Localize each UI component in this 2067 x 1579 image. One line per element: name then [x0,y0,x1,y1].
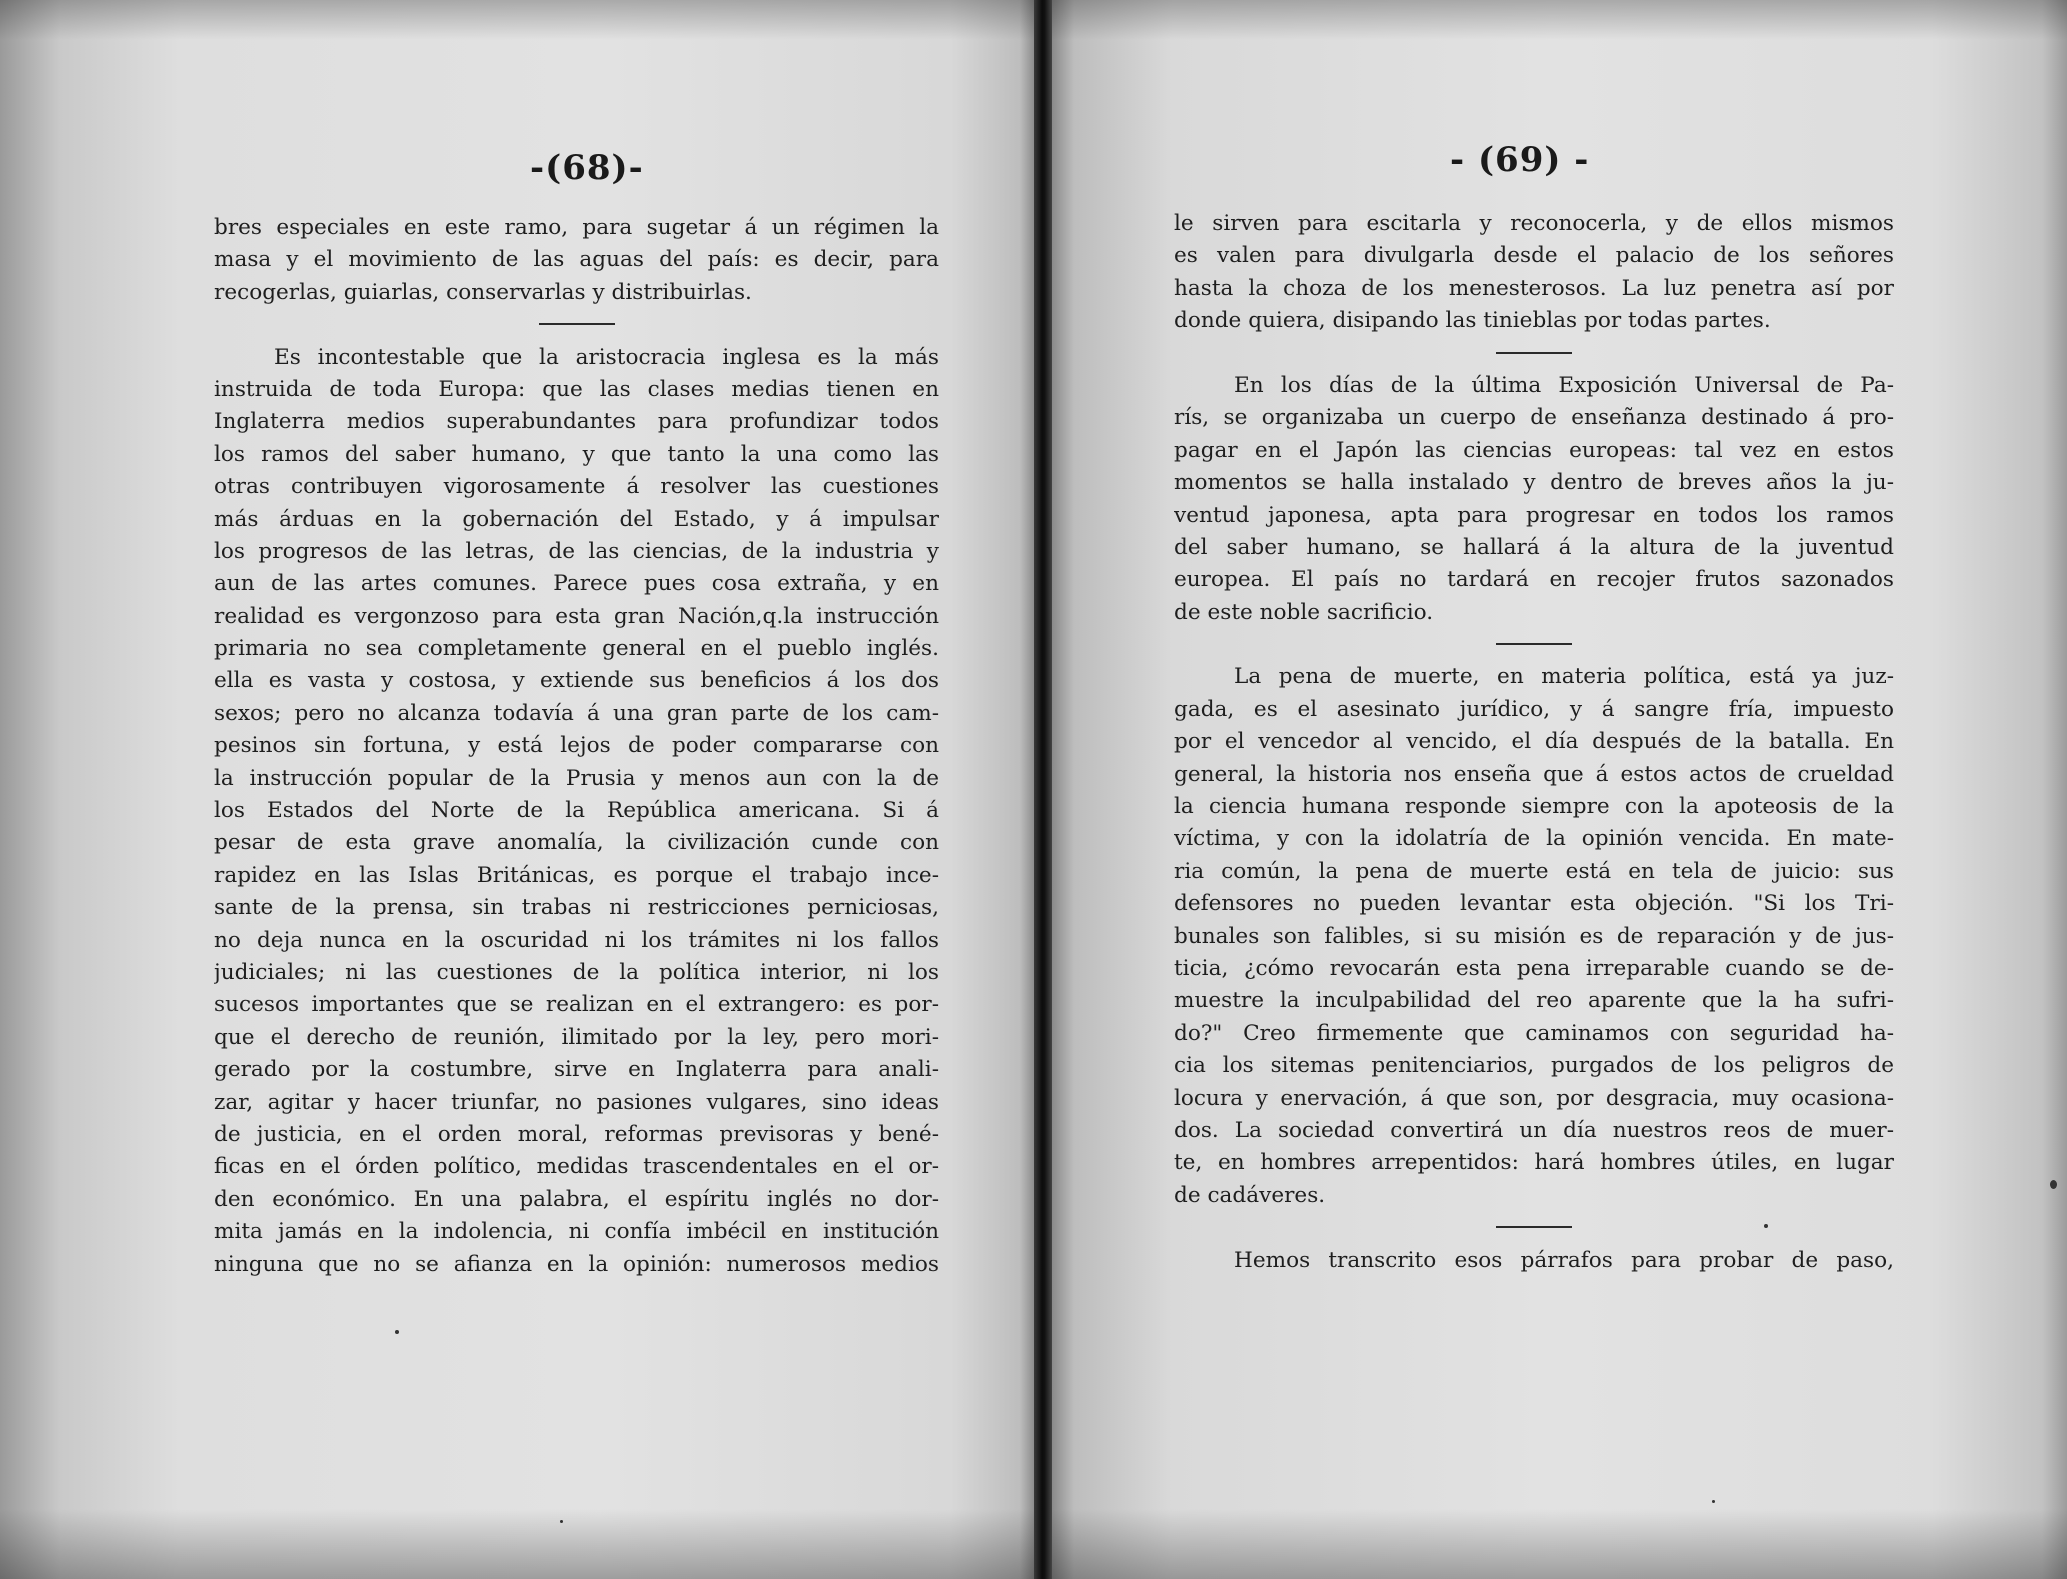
text-line: masa y el movimiento de las aguas del país: es decir, para [214,247,939,273]
paragraph [1174,208,1894,338]
text-line: aun de las artes comunes. Parece pues cosa extraña, y en [214,571,939,597]
paragraph [1174,370,1894,629]
text-line: otras contribuyen vigorosamente á resolver las cuestiones [214,474,939,500]
page-number: - (69) - [1450,140,1590,180]
text-line: pagar en el Japón las ciencias europeas: tal vez en estos [1174,437,1894,463]
text-line: la ciencia humana responde siempre con la apoteosis de la [1174,794,1894,820]
page-shadow [0,0,1034,40]
text-line: judiciales; ni las cuestiones de la política interior, ni los [214,959,939,985]
text-line: donde quiera, disipando las tinieblas por todas partes. [1174,308,1771,334]
print-speck [2050,1180,2057,1189]
text-line: recogerlas, guiarlas, conservarlas y distribuirlas. [214,279,752,305]
text-line: de justicia, en el orden moral, reformas previsoras y bené- [214,1121,939,1147]
text-line: los progresos de las letras, de las ciencias, de la industria y [214,538,939,564]
text-line: cia los sitemas penitenciarios, purgados de los peligros de [1174,1053,1894,1079]
text-line: ventud japonesa, apta para progresar en todos los ramos [1174,502,1894,528]
text-line: sucesos importantes que se realizan en el extrangero: es por- [214,992,939,1018]
text-line: víctima, y con la idolatría de la opinión vencida. En mate- [1174,826,1894,852]
text-line: Hemos transcrito esos párrafos para probar de paso, [1234,1247,1894,1273]
text-line: de este noble sacrificio. [1174,599,1434,625]
text-line: ria común, la pena de muerte está en tela de juicio: sus [1174,858,1894,884]
text-line: ficas en el órden político, medidas trascendentales en el or- [214,1154,939,1180]
text-line: los ramos del saber humano, y que tanto la una como las [214,441,939,467]
print-speck [395,1330,399,1334]
right-page [1052,0,2067,1579]
text-line: ninguna que no se afianza en la opinión: numerosos medios [214,1251,939,1277]
text-line: muestre la inculpabilidad del reo aparente que la ha sufri- [1174,988,1894,1014]
text-line: gerado por la costumbre, sirve en Inglaterra para anali- [214,1057,939,1083]
text-line: den económico. En una palabra, el espíritu inglés no dor- [214,1186,939,1212]
section-divider [1174,629,1894,661]
text-line: del saber humano, se hallará á la altura de la juventud [1174,534,1894,560]
text-line: gada, es el asesinato jurídico, y á sangre fría, impuesto [1174,696,1894,722]
text-line: mita jamás en la indolencia, ni confía imbécil en institución [214,1219,939,1245]
book-gutter [1034,0,1052,1579]
text-line: le sirven para escitarla y reconocerla, y de ellos mismos [1174,211,1894,236]
text-line: defensores no pueden levantar esta objeción. "Si los Tri- [1174,891,1894,917]
text-line: rapidez en las Islas Británicas, es porque el trabajo ince- [214,862,939,888]
text-line: pesar de esta grave anomalía, la civilización cunde con [214,830,939,856]
page-shadow [0,1509,1034,1579]
page-shadow [1052,0,2067,40]
section-divider [1174,338,1894,370]
text-line: momentos se halla instalado y dentro de breves años la ju- [1174,470,1894,496]
text-line: Inglaterra medios superabundantes para profundizar todos [214,409,939,435]
text-line: que el derecho de reunión, ilimitado por la ley, pero mori- [214,1024,939,1050]
text-line: ticia, ¿cómo revocarán esta pena irreparable cuando se de- [1174,955,1894,981]
text-line: te, en hombres arrepentidos: hará hombres útiles, en lugar [1174,1150,1894,1176]
text-line: los Estados del Norte de la República americana. Si á [214,798,939,824]
text-line: realidad es vergonzoso para esta gran Nación,q.la instrucción [214,603,939,629]
text-line: zar, agitar y hacer triunfar, no pasiones vulgares, sino ideas [214,1089,939,1115]
text-line: primaria no sea completamente general en el pueblo inglés. [214,636,939,662]
section-divider [1174,1212,1894,1244]
text-line: de cadáveres. [1174,1182,1326,1208]
text-line: locura y enervación, á que son, por desgracia, muy ocasiona- [1174,1085,1894,1111]
page-number: -(68)- [530,148,644,188]
text-line: dos. La sociedad convertirá un día nuestros reos de muer- [1174,1117,1894,1143]
text-line: bres especiales en este ramo, para sugetar á un régimen la [214,215,939,240]
text-line: sexos; pero no alcanza todavía á una gran parte de los cam- [214,700,939,726]
text-line: por el vencedor al vencido, el día después de la batalla. En [1174,729,1894,755]
print-speck [1712,1500,1715,1503]
text-line: es valen para divulgarla desde el palacio de los señores [1174,243,1894,269]
text-line: En los días de la última Exposición Universal de Pa- [1234,372,1894,398]
right-text-block [1174,208,1894,1277]
text-line: general, la historia nos enseña que á estos actos de crueldad [1174,761,1894,787]
text-line: no deja nunca en la oscuridad ni los trámites ni los fallos [214,927,939,953]
paragraph [214,212,939,309]
text-line: rís, se organizaba un cuerpo de enseñanza destinado á pro- [1174,405,1894,431]
paragraph [1174,1245,1894,1277]
text-line: La pena de muerte, en materia política, está ya juz- [1234,664,1894,690]
text-line: Es incontestable que la aristocracia inglesa es la más [274,344,939,370]
text-line: instruida de toda Europa: que las clases medias tienen en [214,376,939,402]
text-line: más árduas en la gobernación del Estado, y á impulsar [214,506,939,532]
text-line: europea. El país no tardará en recojer frutos sazonados [1174,567,1894,593]
paragraph [1174,661,1894,1212]
text-line: la instrucción popular de la Prusia y menos aun con la de [214,765,939,791]
text-line: bunales son falibles, si su misión es de reparación y de jus- [1174,923,1894,949]
text-line: pesinos sin fortuna, y está lejos de poder compararse con [214,733,939,759]
text-line: hasta la choza de los menesterosos. La luz penetra así por [1174,275,1894,301]
print-speck [1764,1224,1768,1228]
section-divider [214,309,939,341]
text-line: ella es vasta y costosa, y extiende sus beneficios á los dos [214,668,939,694]
page-shadow [1052,1509,2067,1579]
paragraph [214,342,939,1281]
text-line: do?" Creo firmemente que caminamos con seguridad ha- [1174,1020,1894,1046]
left-text-block [214,212,939,1281]
text-line: sante de la prensa, sin trabas ni restricciones perniciosas, [214,895,939,921]
